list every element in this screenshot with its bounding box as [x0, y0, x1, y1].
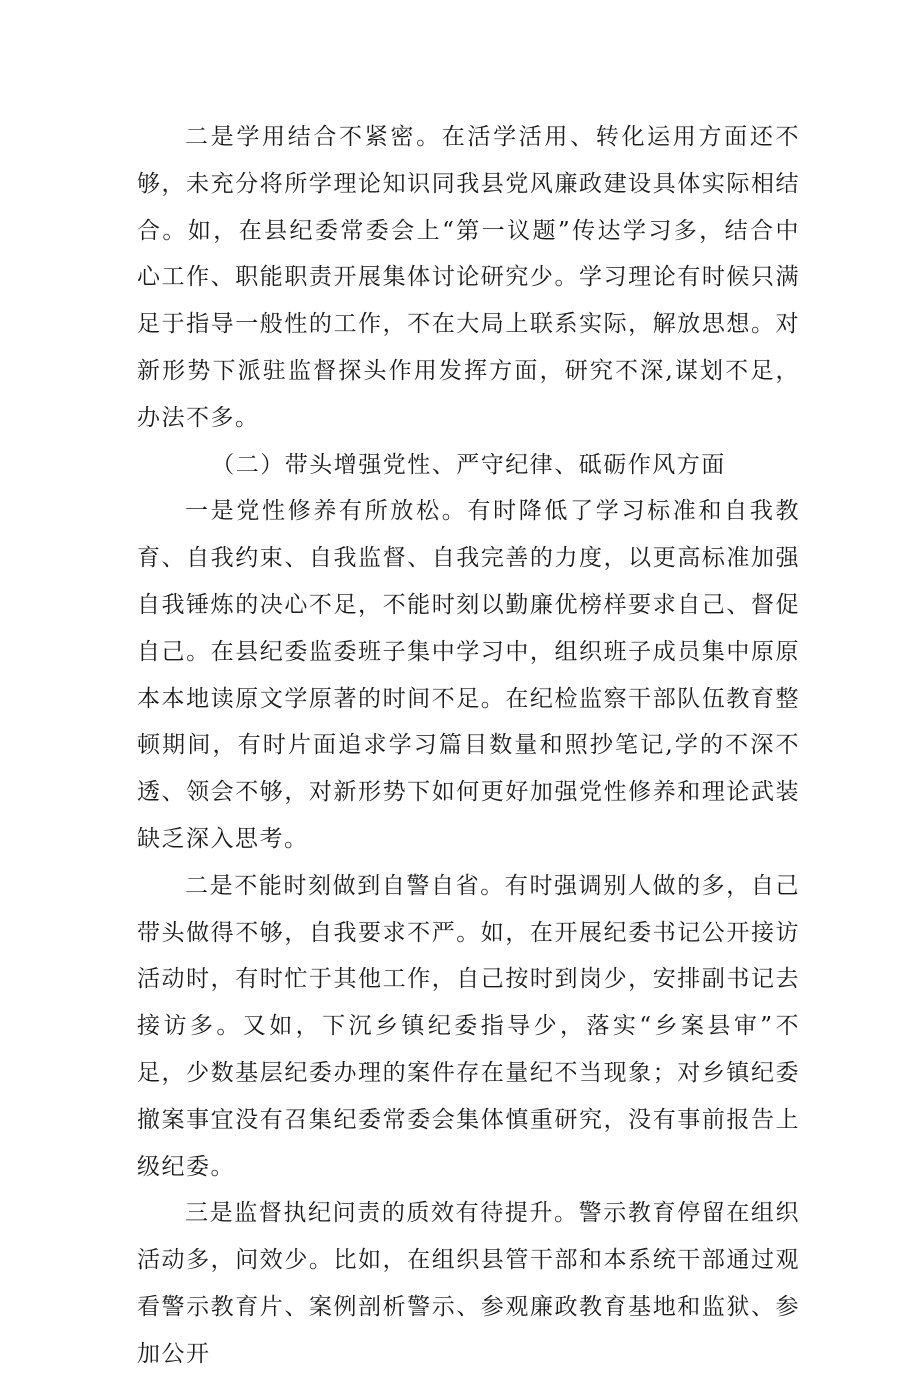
- paragraph-study-application: 二是学用结合不紧密。在活学活用、转化运用方面还不够，未充分将所学理论知识同我县党风廉政建设具体实际相结合。如，在县纪委常委会上“第一议题”传达学习多，结合中心工作、职能职责开展集体讨论研究少。学习理论有时候只满足于指导一般性的工作，不在大局上联系实际，解放思想。对新形势下派驻监督探头作用发挥方面，研究不深,谋划不足，办法不多。: [137, 124, 800, 431]
- paragraph-supervision-quality: 三是监督执纪问责的质效有待提升。警示教育停留在组织活动多，问效少。比如，在组织县管干部和本系统干部通过观看警示教育片、案例剖析警示、参观廉政教育基地和监狱、参加公开: [137, 1200, 800, 1367]
- section-heading-party-spirit: （二）带头增强党性、严守纪律、砥砺作风方面: [211, 451, 726, 478]
- paragraph-self-reflection: 二是不能时刻做到自警自省。有时强调别人做的多，自己带头做得不够，自我要求不严。如，在开展纪委书记公开接访活动时，有时忙于其他工作，自己按时到岗少，安排副书记去接访多。又如，下沉乡镇纪委指导少，落实“乡案县审”不足，少数基层纪委办理的案件存在量纪不当现象；对乡镇纪委撤案事宜没有召集纪委常委会集体慎重研究，没有事前报告上级纪委。: [137, 872, 800, 1180]
- paragraph-party-cultivation: 一是党性修养有所放松。有时降低了学习标准和自我教育、自我约束、自我监督、自我完善的力度，以更高标准加强自我锤炼的决心不足，不能时刻以勤廉优榜样要求自己、督促自己。在县纪委监委班子集中学习中，组织班子成员集中原原本本地读原文学原著的时间不足。在纪检监察干部队伍教育整顿期间，有时片面追求学习篇目数量和照抄笔记,学的不深不透、领会不够，对新形势下如何更好加强党性修养和理论武装缺乏深入思考。: [137, 498, 800, 852]
- document-body: [137, 114, 800, 1378]
